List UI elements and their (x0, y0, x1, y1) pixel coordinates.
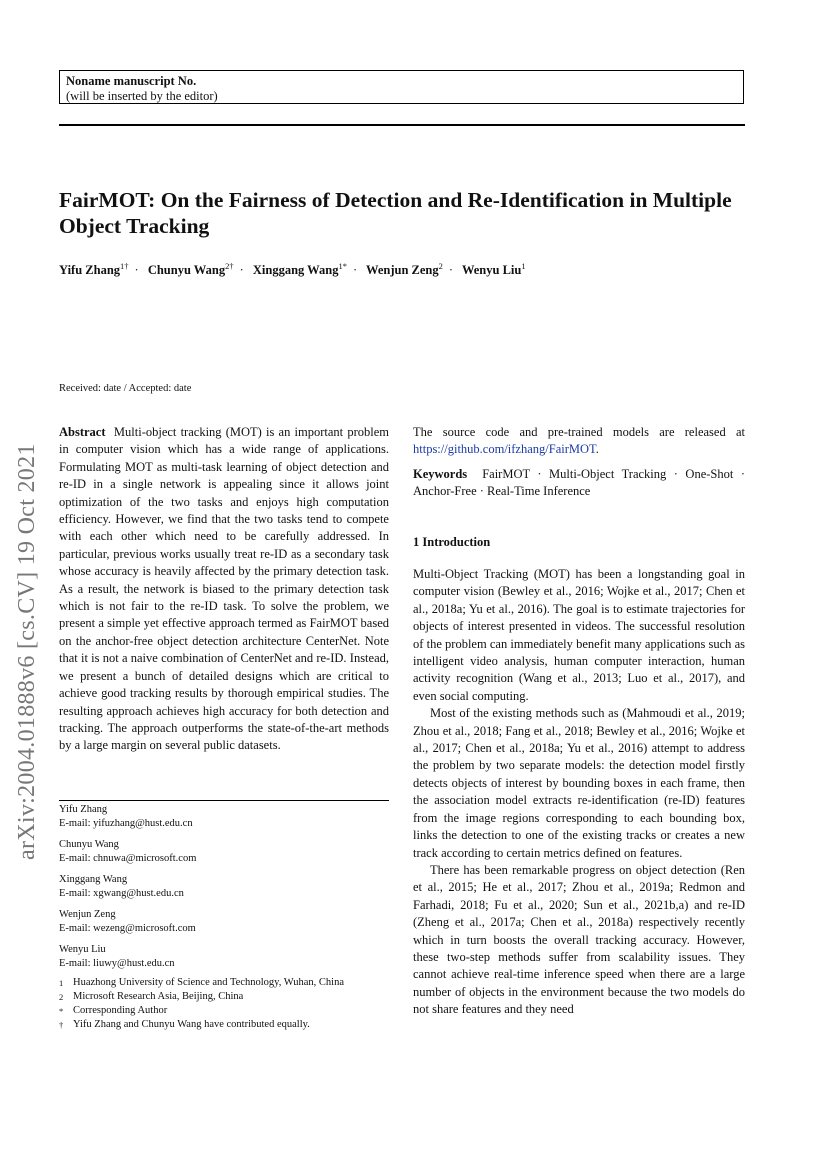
code-release-text: The source code and pre-trained models are released at (413, 425, 745, 439)
contact-list (59, 803, 389, 978)
paper-title: FairMOT: On the Fairness of Detection and Re-Identification in Multiple Object Tracking (59, 188, 732, 238)
email-text: E-mail: xgwang@hust.edu.cn (59, 888, 184, 899)
footnote-rule (59, 800, 389, 801)
affiliation-list (59, 976, 399, 1032)
manuscript-number: Noname manuscript No. (66, 74, 197, 88)
email-text: E-mail: chnuwa@microsoft.com (59, 853, 197, 864)
intro-paragraph-1: Multi-Object Tracking (MOT) has been a longstanding goal in computer vision (Bewley et al., 2016; Wojke et al., 2017; Chen et al., 2018a; Yu et al., 2016). The goal is to estimate trajectories for objects of interest presented in videos. The successful resolution of the problem can immediately benefit many applications such as intelligent video analysis, human computer interaction, human activity recognition (Wang et al., 2013; Luo et al., 2017), and even social computing. (413, 567, 745, 703)
keywords-text: FairMOT · Multi-Object Tracking · One-Shot · Anchor-Free · Real-Time Inference (413, 467, 746, 499)
author: Wenjun Zeng$^2$ (366, 261, 443, 278)
affiliation-item: 2 Microsoft Research Asia, Beijing, China (59, 991, 244, 1002)
keywords (413, 466, 745, 501)
author: Chunyu Wang$^{2\dagger}$ (147, 261, 234, 278)
author-separator: · (239, 263, 244, 278)
affiliation-item: * Corresponding Author (59, 1005, 168, 1016)
keywords-heading: Keywords (413, 467, 468, 481)
author-list (59, 261, 759, 278)
header-rule (59, 124, 745, 126)
editor-note-box (59, 70, 744, 104)
contact-entry: Chunyu Wang E-mail: chnuwa@microsoft.com (59, 838, 389, 866)
author: Yifu Zhang$^{1\dagger}$ (59, 261, 129, 278)
author-separator: · (134, 263, 139, 278)
email-text: E-mail: liuwy@hust.edu.cn (59, 958, 175, 969)
author-separator: · (448, 263, 454, 278)
contact-entry: Wenjun Zeng E-mail: wezeng@microsoft.com (59, 908, 389, 936)
contact-entry: Yifu Zhang E-mail: yifuzhang@hust.edu.cn (59, 803, 389, 831)
abstract (59, 424, 389, 755)
affiliation-item: † Yifu Zhang and Chunyu Wang have contributed equally. (59, 1019, 310, 1030)
intro-paragraph-2: Most of the existing methods such as (Mahmoudi et al., 2019; Zhou et al., 2018; Fang et al., 2018; Bewley et al., 2016; Wojke et al., 2017; Chen et al., 2018a; Yu et al., 2016) attempt to address the problem by two separate models: the detection model firstly detects objects of interest by bounding boxes in each frame, then the association model extracts re-identification (re-ID) features from the image regions corresponding to each bounding box, links the detection to one of the existing tracks or creates a new track according to certain metrics defined on features. (413, 706, 745, 860)
github-link[interactable]: https://github.com/ifzhang/FairMOT (413, 442, 596, 457)
arxiv-stamp: arXiv:2004.01888v6 [cs.CV] 19 Oct 2021 (14, 443, 40, 860)
abstract-heading: Abstract (59, 425, 106, 439)
code-release: The source code and pre-trained models are released at https://github.com/ifzhang/FairMOT. (413, 425, 745, 457)
author: Wenyu Liu$^1$ (461, 261, 526, 278)
introduction-heading: 1 Introduction (413, 535, 491, 549)
author: Xinggang Wang$^{1*}$ (252, 261, 347, 278)
received-date: Received: date / Accepted: date (59, 383, 192, 394)
email-text: E-mail: wezeng@microsoft.com (59, 923, 196, 934)
contact-entry: Wenyu Liu E-mail: liuwy@hust.edu.cn (59, 943, 389, 971)
email-text: E-mail: yifuzhang@hust.edu.cn (59, 818, 193, 829)
contact-entry: Xinggang Wang E-mail: xgwang@hust.edu.cn (59, 873, 389, 901)
editor-note: (will be inserted by the editor) (66, 89, 218, 103)
affiliation-item: 1 Huazhong University of Science and Technology, Wuhan, China (59, 977, 345, 988)
intro-paragraph-3: There has been remarkable progress on object detection (Ren et al., 2015; He et al., 2017; Zhou et al., 2019a; Redmon and Farhadi, 2018; Fu et al., 2020; Sun et al., 2021b,a) and re-ID (Zheng et al., 2017a; Chen et al., 2018a) respectively recently which in turn boosts the overall tracking accuracy. However, these two-step methods suffer from scalability issues. They cannot achieve real-time inference speed when there are a large number of objects in the environment because the two models do not share features and they need (413, 862, 745, 1017)
introduction-body (413, 566, 745, 1019)
author-separator: · (352, 263, 358, 278)
abstract-text: Multi-object tracking (MOT) is an important problem in computer vision which has a wide range of applications. Formulating MOT as multi-task learning of object detection and re-ID in a single network is appealing since it allows joint optimization of the two tasks and enjoys high computation efficiency. However, we find that the two tasks tend to compete with each other which need to be carefully addressed. In particular, previous works usually treat re-ID as a secondary task whose accuracy is heavily affected by the primary detection task. As a result, the network is biased to the primary detection task which is not fair to the re-ID task. To solve the problem, we present a simple yet effective approach termed as FairMOT based on the anchor-free object detection architecture CenterNet. Note that it is not a naive combination of CenterNet and re-ID. Instead, we present a bunch of detailed designs which are critical to achieve good tracking results by thorough empirical studies. The resulting approach achieves high accuracy for both detection and tracking. The approach outperforms the state-of-the-art methods by a large margin on several public datasets. (59, 425, 389, 753)
